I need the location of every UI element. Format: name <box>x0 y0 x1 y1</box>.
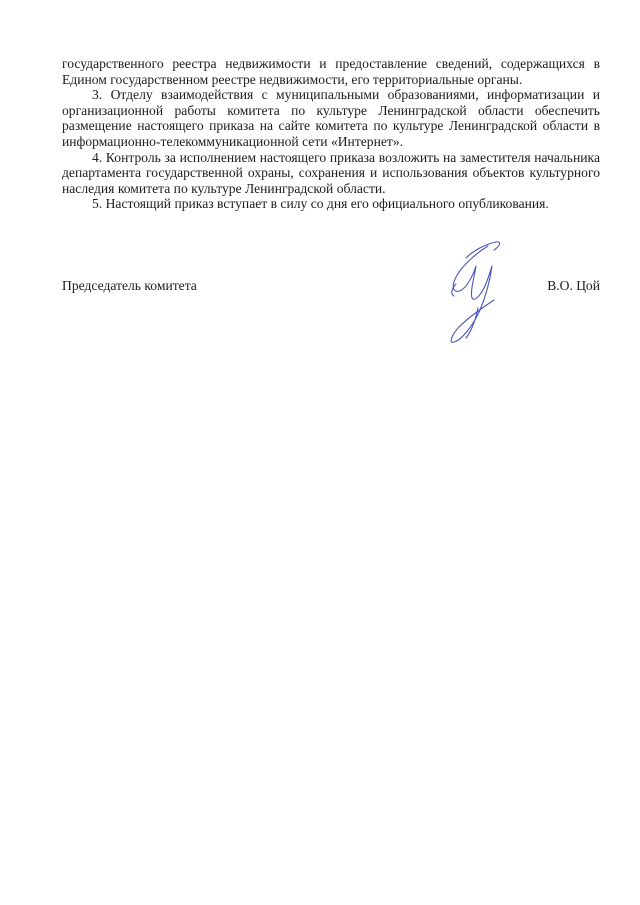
signatory-title: Председатель комитета <box>62 278 197 293</box>
paragraph-item-5: 5. Настоящий приказ вступает в силу со дня его официального опубликования. <box>92 196 549 212</box>
signatory-name: В.О. Цой <box>547 278 600 293</box>
paragraph-continuation: государственного реестра недвижимости и предоставление сведений, содержащихся в Едином государственном реестре недвижимости, его территориальные органы. <box>62 56 600 87</box>
document-body <box>62 56 600 212</box>
signature-block <box>62 278 600 298</box>
paragraph-item-4: 4. Контроль за исполнением настоящего приказа возложить на заместителя начальника департамента государственной охраны, сохранения и использования объектов культурного наследия комитета по культуре Ленинградской области. <box>62 149 600 196</box>
paragraph-item-3: 3. Отделу взаимодействия с муниципальными образованиями, информатизации и организационной работы комитета по культуре Ленинградской области обеспечить размещение настоящего приказа на сайте комитета по культуре Ленинградской области в информационно-телекоммуникационной сети «Интернет». <box>62 87 600 149</box>
